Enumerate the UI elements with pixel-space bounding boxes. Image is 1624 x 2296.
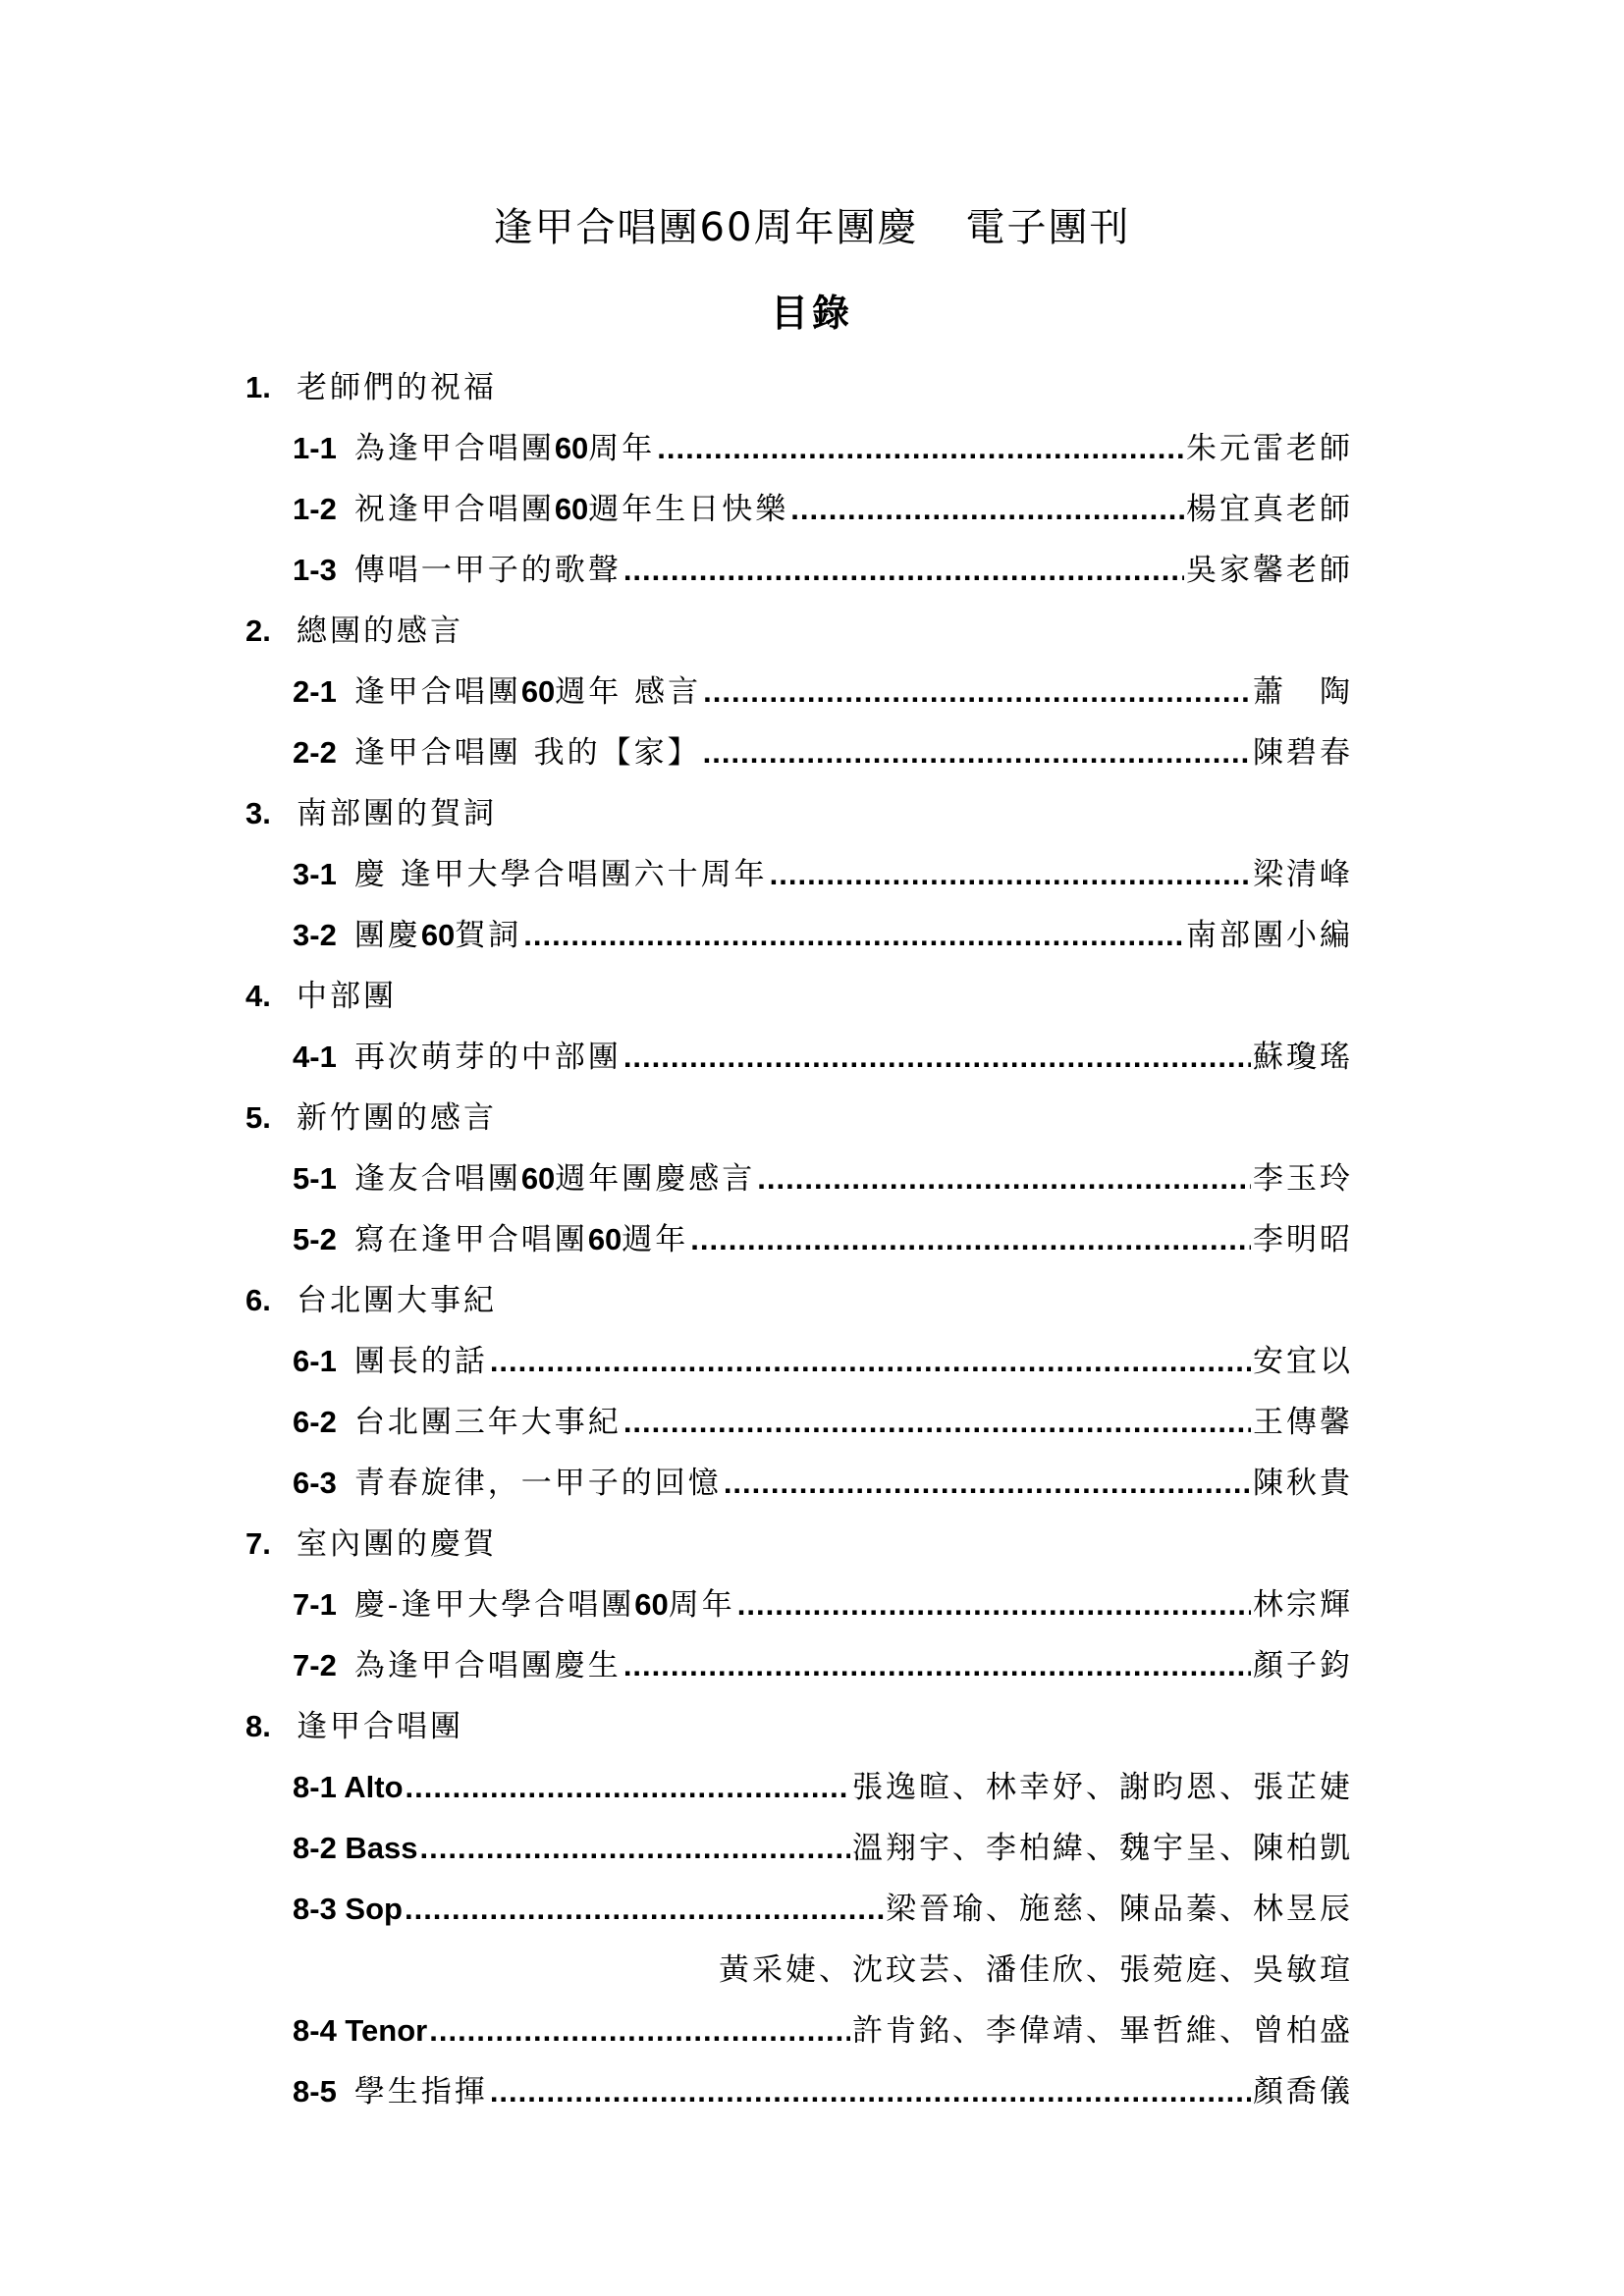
toc-entry[interactable]: [293, 722, 1353, 783]
entry-title-text: 台北團三年大事紀: [353, 1405, 622, 1440]
section-number: 5.: [245, 1100, 271, 1135]
toc-entry[interactable]: [293, 1879, 1353, 1940]
entry-author: 蕭 陶: [1253, 674, 1353, 710]
toc-section[interactable]: [0, 966, 1624, 1027]
section-title: 室內團的慶賀: [297, 1526, 497, 1562]
entry-number: 2-1: [293, 674, 337, 709]
entry-title-number: 60: [634, 1587, 669, 1622]
entry-title-number: 60: [520, 674, 556, 709]
entry-author-continuation: 黃采婕、沈玟芸、潘佳欣、張菀庭、吳敏瑄: [719, 1952, 1353, 1988]
entry-title-number: 60: [554, 492, 589, 526]
toc-entry[interactable]: [293, 1575, 1353, 1635]
entry-number: 3-2: [293, 918, 337, 952]
table-of-contents: [0, 357, 1624, 2122]
entry-title: [354, 1148, 755, 1209]
entry-number: 1-2: [293, 492, 337, 526]
entry-number: 6-3: [293, 1466, 337, 1500]
section-number: 7.: [245, 1526, 271, 1561]
entry-number: 5-2: [293, 1222, 337, 1256]
entry-author: 溫翔宇、李柏緯、魏宇呈、陳柏凱: [852, 1831, 1353, 1866]
entry-number: 3-1: [293, 857, 337, 891]
page-title: [0, 196, 1624, 252]
toc-section[interactable]: [0, 1696, 1624, 1757]
entry-title: [354, 1392, 622, 1453]
toc-entry[interactable]: [293, 1392, 1353, 1453]
entry-author: 張逸暄、林幸妤、謝昀恩、張芷婕: [852, 1770, 1353, 1805]
entry-title-text: 為逢甲合唱團: [353, 431, 555, 466]
section-number: 4.: [245, 979, 271, 1013]
entry-title-suffix: 週年: [622, 1222, 689, 1257]
dot-leader: [623, 540, 1184, 601]
toc-entry[interactable]: [293, 1818, 1353, 1879]
entry-title: [354, 1575, 735, 1635]
entry-title-text: 慶 逢甲大學合唱團六十周年: [353, 857, 768, 892]
toc-section[interactable]: [0, 1270, 1624, 1331]
entry-author: 陳秋貴: [1253, 1466, 1353, 1501]
entry-author: 王傳馨: [1253, 1405, 1353, 1440]
entry-title-text: 慶-逢甲大學合唱團: [353, 1587, 635, 1623]
toc-entry[interactable]: [293, 1148, 1353, 1209]
entry-title: [354, 1635, 622, 1696]
section-title: 南部團的賀詞: [297, 796, 497, 831]
entry-author: 吳家馨老師: [1186, 553, 1353, 588]
entry-number: 6-1: [293, 1344, 337, 1378]
toc-entry[interactable]: [293, 905, 1353, 966]
toc-entry[interactable]: [293, 2061, 1353, 2122]
entry-title-text: 逢甲合唱團 我的【家】: [353, 735, 701, 771]
dot-leader: [703, 662, 1251, 722]
entry-title-number: 60: [587, 1222, 623, 1256]
section-title: 中部團: [297, 979, 397, 1014]
toc-entry[interactable]: [293, 1209, 1353, 1270]
entry-number: 8-3 Sop: [293, 1892, 403, 1926]
toc-section[interactable]: [0, 1514, 1624, 1575]
entry-number: 7-2: [293, 1648, 337, 1682]
entry-number: 1-1: [293, 431, 337, 465]
dot-leader: [523, 905, 1184, 966]
entry-title-suffix: 週年團慶感言: [555, 1161, 756, 1197]
entry-author: 許肯銘、李偉靖、畢哲維、曾柏盛: [852, 2013, 1353, 2049]
dot-leader: [429, 2001, 850, 2061]
dot-leader: [724, 1453, 1251, 1514]
entry-title-number: 60: [520, 1161, 556, 1196]
dot-leader: [757, 1148, 1251, 1209]
section-title: 新竹團的感言: [297, 1100, 497, 1136]
entry-author: 陳碧春: [1253, 735, 1353, 771]
entry-title-text: 祝逢甲合唱團: [353, 492, 555, 527]
entry-title: [354, 905, 521, 966]
entry-author: 朱元雷老師: [1186, 431, 1353, 466]
entry-author: 林宗輝: [1253, 1587, 1353, 1623]
entry-title-suffix: 賀詞: [455, 918, 522, 953]
entry-title-text: 傳唱一甲子的歌聲: [353, 553, 622, 588]
section-number: 2.: [245, 614, 271, 648]
toc-entry[interactable]: [293, 1453, 1353, 1514]
toc-entry[interactable]: [293, 662, 1353, 722]
entry-author: 梁清峰: [1253, 857, 1353, 892]
toc-entry[interactable]: [293, 479, 1353, 540]
entry-title: [354, 662, 701, 722]
dot-leader: [737, 1575, 1251, 1635]
toc-section[interactable]: [0, 783, 1624, 844]
dot-leader: [623, 1392, 1251, 1453]
toc-entry[interactable]: [293, 1635, 1353, 1696]
dot-leader: [623, 1027, 1251, 1088]
entry-title: [354, 844, 768, 905]
entry-author: 楊宜真老師: [1186, 492, 1353, 527]
entry-number: 8-1 Alto: [293, 1770, 404, 1804]
entry-number: 4-1: [293, 1040, 337, 1074]
entry-number: 7-1: [293, 1587, 337, 1622]
entry-title: [354, 479, 788, 540]
toc-entry[interactable]: [293, 844, 1353, 905]
entry-title-number: 60: [554, 431, 589, 465]
dot-leader: [623, 1635, 1251, 1696]
title-sub: 電子團刊: [965, 205, 1131, 250]
dot-leader: [406, 1757, 850, 1818]
dot-leader: [490, 1331, 1251, 1392]
toc-entry[interactable]: [293, 1757, 1353, 1818]
entry-number: 2-2: [293, 735, 337, 770]
toc-section[interactable]: [0, 1088, 1624, 1148]
entry-title: [354, 2061, 488, 2122]
entry-number: 8-2 Bass: [293, 1831, 418, 1865]
entry-author: 蘇瓊瑤: [1253, 1040, 1353, 1075]
entry-title-suffix: 周年: [588, 431, 656, 466]
entry-number: 5-1: [293, 1161, 337, 1196]
entry-title-text: 寫在逢甲合唱團: [353, 1222, 588, 1257]
entry-author: 李明昭: [1253, 1222, 1353, 1257]
entry-title: [354, 418, 655, 479]
entry-number: 1-3: [293, 553, 337, 587]
toc-entry[interactable]: [293, 418, 1353, 479]
entry-title-suffix: 周年: [668, 1587, 735, 1623]
section-title: 老師們的祝福: [297, 370, 497, 405]
dot-leader: [405, 1879, 884, 1940]
toc-section[interactable]: [0, 601, 1624, 662]
entry-title-suffix: 週年 感言: [555, 674, 702, 710]
entry-number: 8-5: [293, 2074, 337, 2109]
toc-section[interactable]: [0, 357, 1624, 418]
entry-author: 李玉玲: [1253, 1161, 1353, 1197]
entry-title-text: 團慶: [353, 918, 421, 953]
entry-author: 顏喬儀: [1253, 2074, 1353, 2109]
entry-title-text: 逢友合唱團: [353, 1161, 521, 1197]
entry-author: 南部團小編: [1186, 918, 1353, 953]
dot-leader: [690, 1209, 1251, 1270]
entry-title: [354, 540, 622, 601]
toc-entry[interactable]: [293, 1027, 1353, 1088]
title-main: 逢甲合唱團60周年團慶: [493, 205, 919, 250]
entry-title-number: 60: [420, 918, 456, 952]
entry-title-text: 再次萌芽的中部團: [353, 1040, 622, 1075]
entry-number: 6-2: [293, 1405, 337, 1439]
entry-title: [354, 722, 701, 783]
entry-title: [354, 1027, 622, 1088]
entry-title-text: 為逢甲合唱團慶生: [353, 1648, 622, 1683]
entry-title: [354, 1209, 688, 1270]
dot-leader: [770, 844, 1251, 905]
dot-leader: [657, 418, 1184, 479]
entry-title: [354, 1453, 722, 1514]
dot-leader: [703, 722, 1251, 783]
toc-entry[interactable]: [293, 540, 1353, 601]
entry-author: 安宜以: [1253, 1344, 1353, 1379]
dot-leader: [790, 479, 1184, 540]
dot-leader: [490, 2061, 1251, 2122]
section-number: 6.: [245, 1283, 271, 1317]
entry-title-suffix: 週年生日快樂: [588, 492, 789, 527]
section-number: 1.: [245, 370, 271, 404]
entry-author: 顏子鈞: [1253, 1648, 1353, 1683]
entry-title-text: 學生指揮: [353, 2074, 488, 2109]
section-title: 總團的感言: [297, 614, 463, 649]
entry-title-text: 逢甲合唱團: [353, 674, 521, 710]
section-title: 逢甲合唱團: [297, 1709, 463, 1744]
section-title: 台北團大事紀: [297, 1283, 497, 1318]
entry-title: [354, 1331, 488, 1392]
dot-leader: [420, 1818, 850, 1879]
toc-entry[interactable]: [293, 1331, 1353, 1392]
entry-author: 梁晉瑜、施慈、陳品蓁、林昱辰: [886, 1892, 1353, 1927]
section-number: 3.: [245, 796, 271, 830]
toc-heading: 目錄: [770, 292, 853, 335]
entry-number: 8-4 Tenor: [293, 2013, 428, 2048]
entry-title-text: 團長的話: [353, 1344, 488, 1379]
toc-entry[interactable]: [293, 2001, 1353, 2061]
entry-title-text: 青春旋律，一甲子的回憶: [353, 1466, 722, 1501]
section-number: 8.: [245, 1709, 271, 1743]
